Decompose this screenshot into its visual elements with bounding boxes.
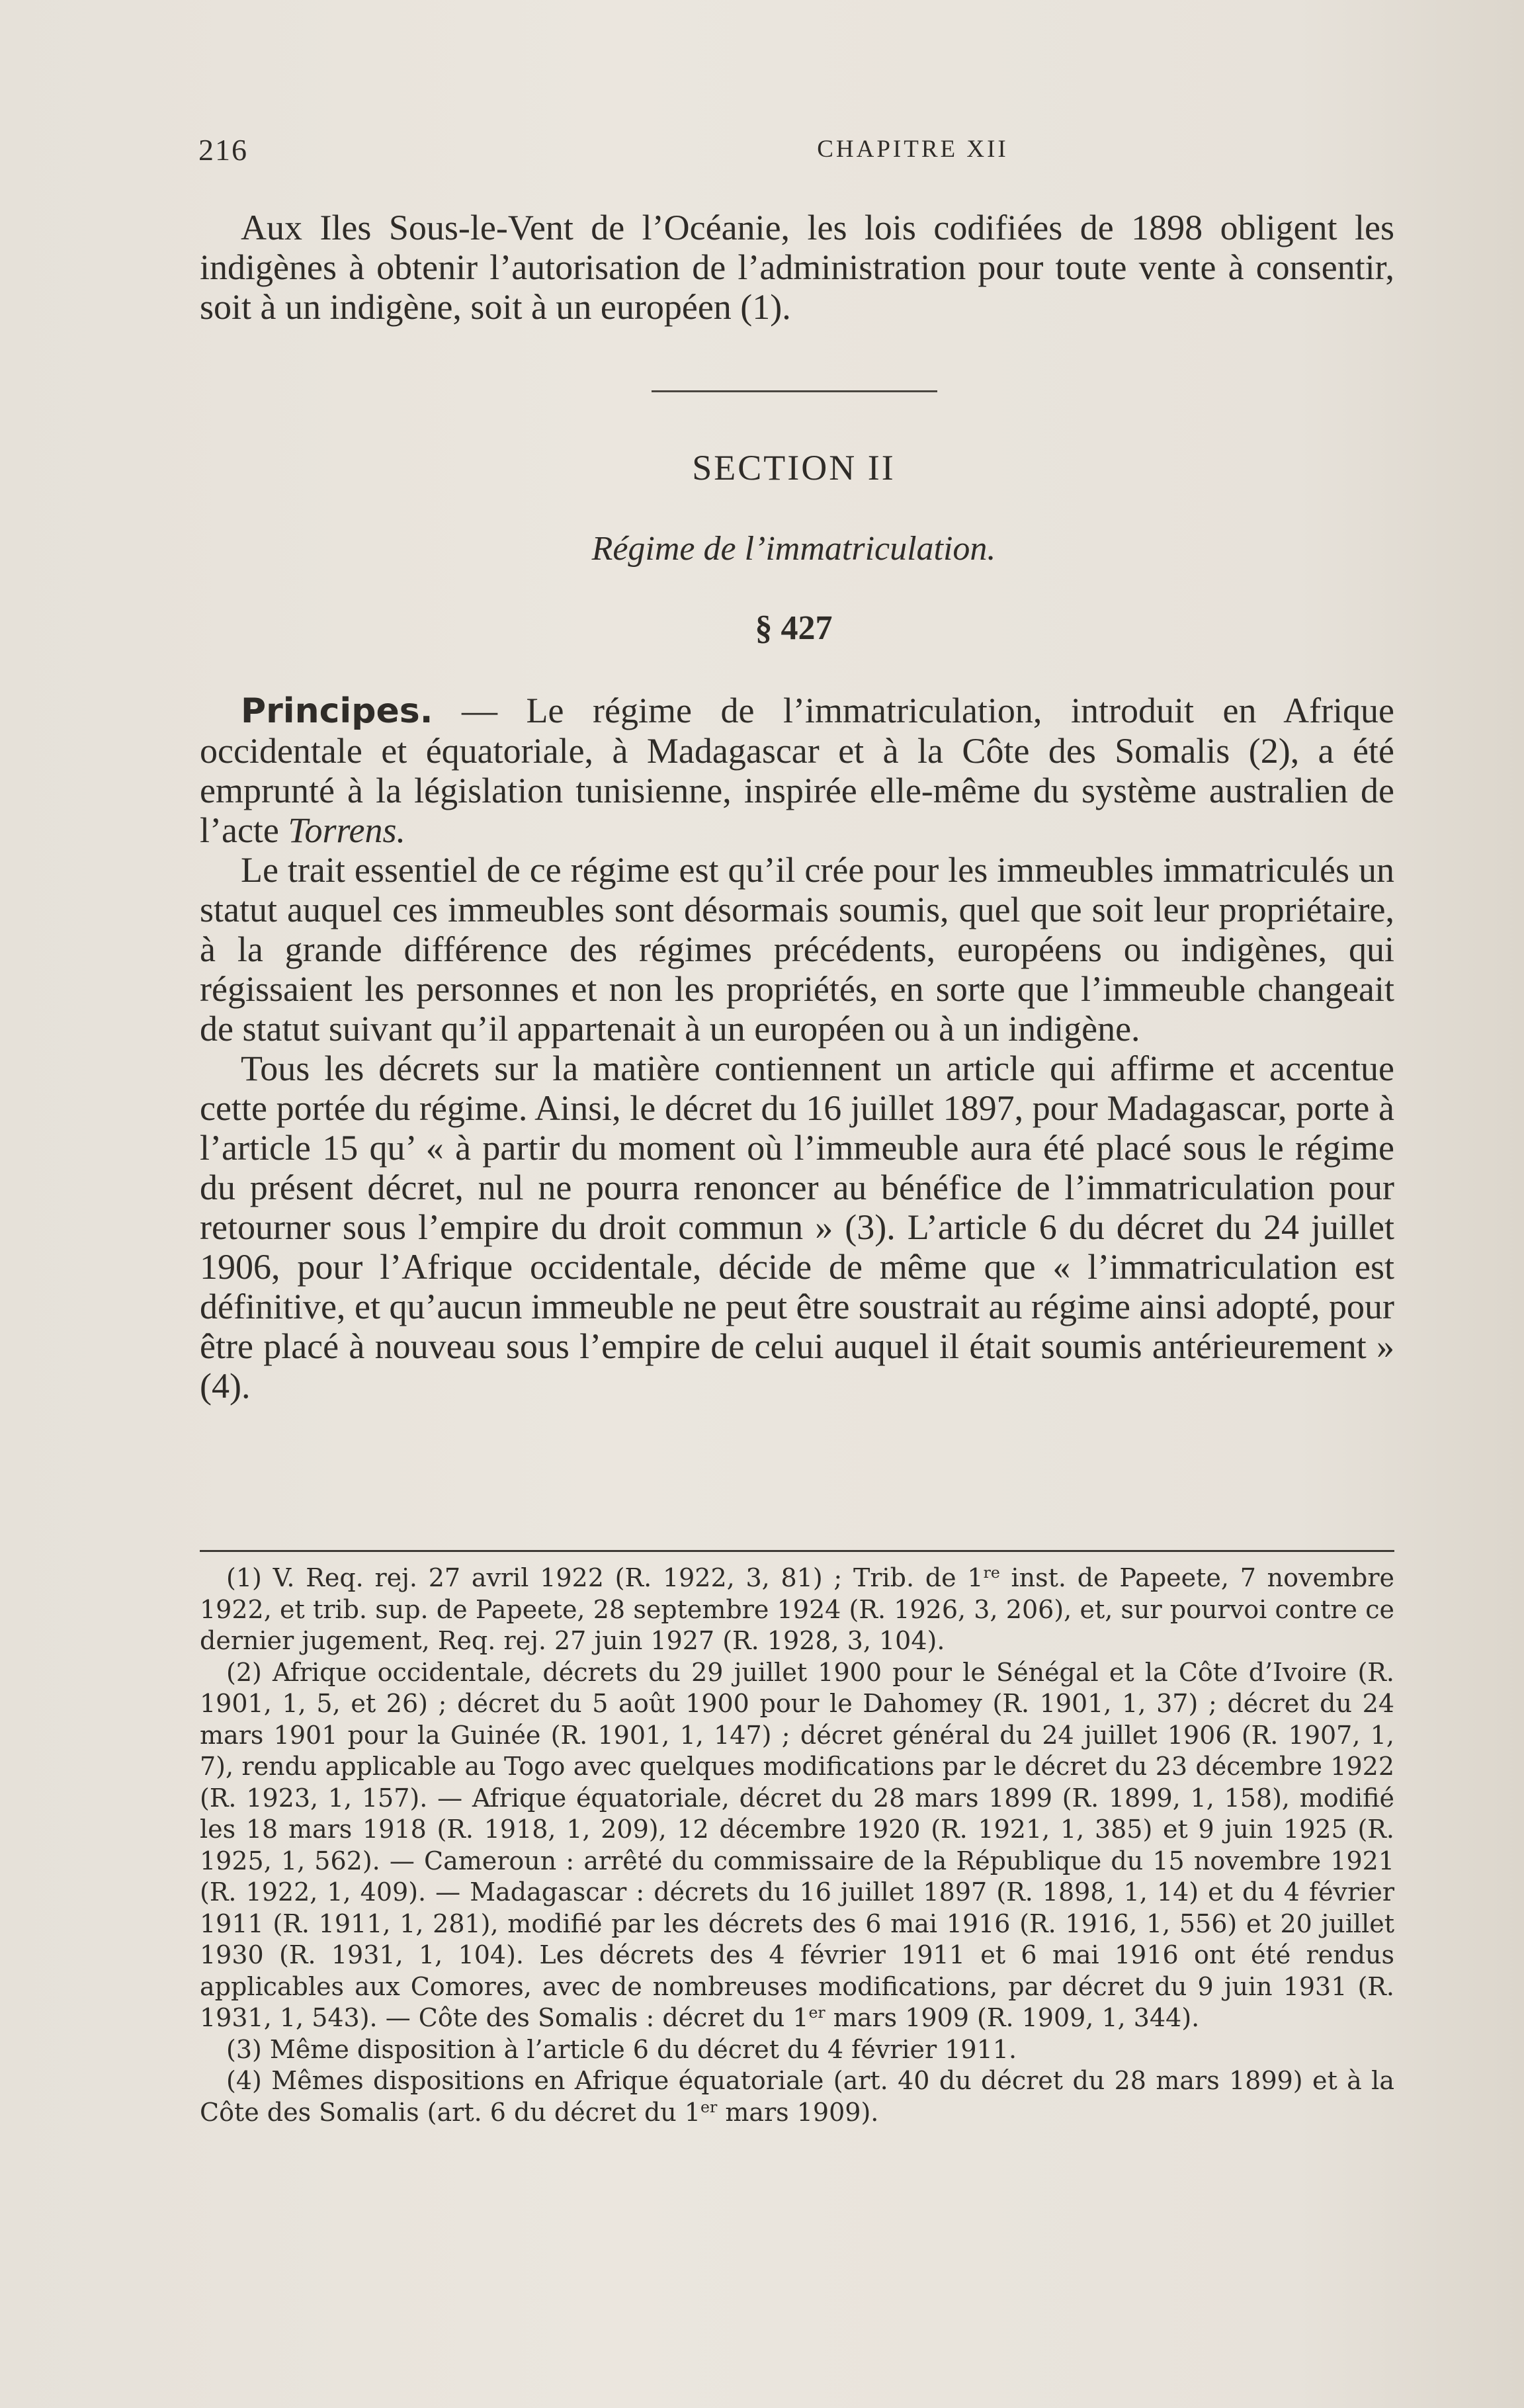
footnote-2-text-a: (2) Afrique occidentale, décrets du 29 juillet 1900 pour le Sénégal et la Côte d’Ivoire (R. 1901, 1, 5, et 26) ; décret du 5 août 1900 pour le Dahomey (R. 1901, 1, 37) ; décret du 24 mars 1901 pour la Guinée (R. 1901, 1, 147) ; décret général du 24 juillet 1906 (R. 1907, 1, 7), rendu applicable au Togo avec quelques modifications par le décret du 23 décembre 1922 (R. 1923, 1, 157). — Afrique équatoriale, décret du 28 mars 1899 (R. 1899, 1, 158), modifié les 18 mars 1918 (R. 1918, 1, 209), 12 décembre 1920 (R. 1921, 1, 385) et 9 juin 1925 (R. 1925, 1, 562). — Cameroun : arrêté du commissaire de la République du 15 novembre 1921 (R. 1922, 1, 409). — Madagascar : décrets du 16 juillet 1897 (R. 1898, 1, 14) et du 4 février 1911 (R. 1911, 1, 281), modifié par les décrets des 6 mai 1916 (R. 1916, 1, 556) et 20 juillet 1930 (R. 1931, 1, 104). Les décrets des 4 février 1911 et 6 mai 1916 ont été rendus applicables aux Comores, avec de nombreuses modifications, par décret du 9 juin 1931 (R. 1931, 1, 543). — Côte des Somalis : décret du 1 bbox=[200, 1657, 1394, 2032]
footnotes bbox=[200, 1563, 1394, 2128]
footnote-1-text-b: inst. de Papeete, 7 novembre 1922, et trib. sup. de Papeete, 28 septembre 1924 (R. 1926, 3, 206), et, sur pourvoi contre ce dernier jugement, Req. rej. 27 juin 1927 (R. 1928, 3, 104). bbox=[200, 1563, 1394, 1655]
footnote-2 bbox=[200, 1657, 1394, 2034]
intro-paragraph-block bbox=[200, 208, 1394, 327]
footnote-3: (3) Même disposition à l’article 6 du décret du 4 février 1911. bbox=[226, 2034, 1017, 2064]
footnote-1-text-a: (1) V. Req. rej. 27 avril 1922 (R. 1922, 3, 81) ; Trib. de 1 bbox=[226, 1563, 984, 1592]
footnote-2-sup: er bbox=[808, 2003, 826, 2022]
running-head: CHAPITRE XII bbox=[817, 136, 1009, 163]
body-paragraph-3: Tous les décrets sur la matière contiennent un article qui affirme et accentue cette portée du régime. Ainsi, le décret du 16 juillet 1897, pour Madagascar, porte à l’article 15 qu’ « à partir du moment où l’immeuble aura été placé sous le régime du présent décret, nul ne pourra renoncer au bénéfice de l’immatriculation pour retourner sous l’empire du droit commun » (3). L’article 6 du décret du 24 juillet 1906, pour l’Afrique occidentale, décide de même que « l’immatriculation est définitive, et qu’aucun immeuble ne peut être soustrait au régime ainsi adopté, pour être placé à nouveau sous l’empire de celui auquel il était soumis antérieurement » (4). bbox=[200, 1049, 1394, 1406]
body-text bbox=[200, 691, 1394, 1406]
footnote-1 bbox=[200, 1563, 1394, 1657]
footnote-4-sup: er bbox=[700, 2097, 718, 2116]
page-number: 216 bbox=[198, 133, 248, 167]
footnote-4-text-a: (4) Mêmes dispositions en Afrique équatoriale (art. 40 du décret du 28 mars 1899) et à la Côte des Somalis (art. 6 du décret du 1 bbox=[200, 2066, 1394, 2127]
body-paragraph-1-italic: Torrens. bbox=[288, 810, 405, 850]
page-header bbox=[198, 132, 1389, 172]
body-paragraph-2: Le trait essentiel de ce régime est qu’il crée pour les immeubles immatriculés un statut auquel ces immeubles sont désormais soumis, quel que soit leur propriétaire, à la grande différence des régimes précédents, européens ou indigènes, qui régissaient les personnes et non les propriétés, en sorte que l’immeuble changeait de statut suivant qu’il appartenait à un européen ou à un indigène. bbox=[200, 850, 1394, 1049]
section-divider bbox=[652, 390, 937, 392]
section-subtitle: Régime de l’immatriculation. bbox=[591, 530, 996, 568]
body-paragraph-1-text: — Le régime de l’immatriculation, introduit en Afrique occidentale et équatoriale, à Madagascar et à la Côte des Somalis (2), a été emprunté à la législation tunisienne, inspirée elle-même du système australien de l’acte bbox=[200, 691, 1394, 850]
footnote-4-text-b: mars 1909). bbox=[717, 2097, 879, 2127]
footnote-4 bbox=[200, 2065, 1394, 2128]
footnote-divider bbox=[200, 1550, 1394, 1552]
footnote-1-sup: re bbox=[983, 1563, 1000, 1582]
footnote-2-text-b: mars 1909 (R. 1909, 1, 344). bbox=[825, 2003, 1200, 2032]
lead-label: Principes. bbox=[241, 691, 433, 731]
intro-paragraph: Aux Iles Sous-le-Vent de l’Océanie, les lois codifiées de 1898 obligent les indigènes à obtenir l’autorisation de l’administration pour toute vente à consentir, soit à un indigène, soit à un européen (1). bbox=[200, 208, 1394, 327]
section-title: SECTION II bbox=[692, 448, 896, 488]
paragraph-number: § 427 bbox=[755, 609, 833, 647]
body-paragraph-principes bbox=[200, 691, 1394, 850]
